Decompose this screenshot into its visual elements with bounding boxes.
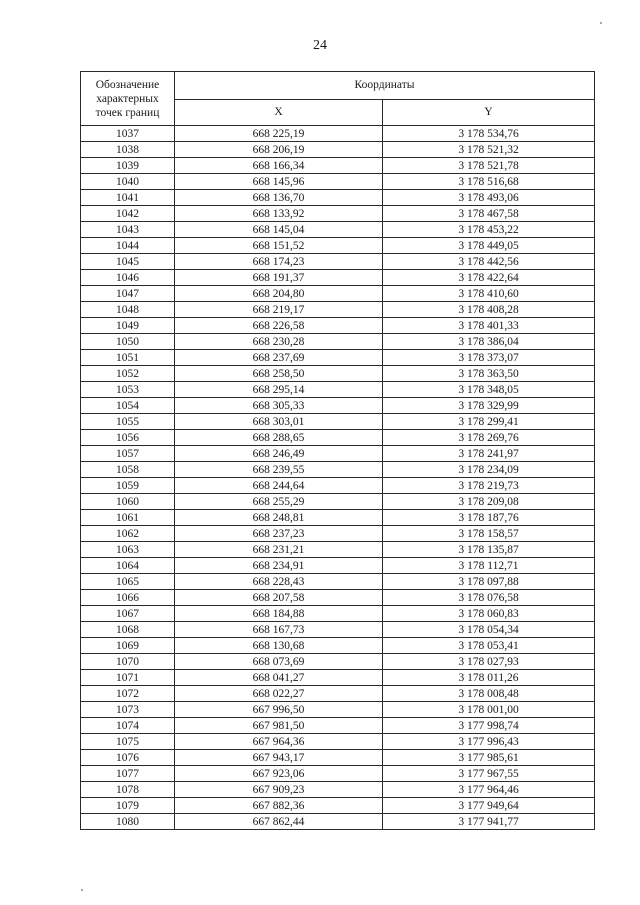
point-id-cell: 1064 xyxy=(81,558,175,574)
point-id-cell: 1046 xyxy=(81,270,175,286)
point-id-cell: 1056 xyxy=(81,430,175,446)
table-row xyxy=(81,494,595,510)
x-coordinate-cell: 668 184,88 xyxy=(175,606,383,622)
point-id-cell: 1037 xyxy=(81,126,175,142)
y-coordinate-cell: 3 178 241,97 xyxy=(383,446,595,462)
y-coordinate-cell: 3 178 410,60 xyxy=(383,286,595,302)
table-row xyxy=(81,350,595,366)
point-id-cell: 1063 xyxy=(81,542,175,558)
x-coordinate-cell: 668 248,81 xyxy=(175,510,383,526)
x-coordinate-cell: 668 303,01 xyxy=(175,414,383,430)
x-coordinate-cell: 668 225,19 xyxy=(175,126,383,142)
table-row xyxy=(81,254,595,270)
table-row xyxy=(81,814,595,830)
x-coordinate-cell: 668 174,23 xyxy=(175,254,383,270)
x-coordinate-cell: 668 295,14 xyxy=(175,382,383,398)
x-coordinate-cell: 668 246,49 xyxy=(175,446,383,462)
point-id-cell: 1074 xyxy=(81,718,175,734)
table-row xyxy=(81,718,595,734)
table-row xyxy=(81,526,595,542)
y-coordinate-cell: 3 177 941,77 xyxy=(383,814,595,830)
y-coordinate-cell: 3 178 135,87 xyxy=(383,542,595,558)
point-id-cell: 1075 xyxy=(81,734,175,750)
x-column-header: X xyxy=(175,99,383,126)
table-row xyxy=(81,798,595,814)
x-coordinate-cell: 668 191,37 xyxy=(175,270,383,286)
table-row xyxy=(81,142,595,158)
point-id-cell: 1073 xyxy=(81,702,175,718)
point-id-cell: 1071 xyxy=(81,670,175,686)
x-coordinate-cell: 667 943,17 xyxy=(175,750,383,766)
table-row xyxy=(81,670,595,686)
point-id-cell: 1060 xyxy=(81,494,175,510)
table-row xyxy=(81,606,595,622)
table-row xyxy=(81,510,595,526)
point-id-cell: 1053 xyxy=(81,382,175,398)
y-coordinate-cell: 3 178 011,26 xyxy=(383,670,595,686)
table-row xyxy=(81,430,595,446)
y-coordinate-cell: 3 178 158,57 xyxy=(383,526,595,542)
y-coordinate-cell: 3 178 299,41 xyxy=(383,414,595,430)
table-row xyxy=(81,558,595,574)
point-id-cell: 1041 xyxy=(81,190,175,206)
table-row xyxy=(81,654,595,670)
table-row xyxy=(81,478,595,494)
y-coordinate-cell: 3 178 422,64 xyxy=(383,270,595,286)
point-designation-header xyxy=(81,72,175,126)
table-row xyxy=(81,366,595,382)
x-coordinate-cell: 668 041,27 xyxy=(175,670,383,686)
y-coordinate-cell: 3 177 949,64 xyxy=(383,798,595,814)
point-id-cell: 1058 xyxy=(81,462,175,478)
table-row xyxy=(81,446,595,462)
x-coordinate-cell: 668 219,17 xyxy=(175,302,383,318)
x-coordinate-cell: 668 166,34 xyxy=(175,158,383,174)
x-coordinate-cell: 668 133,92 xyxy=(175,206,383,222)
table-row xyxy=(81,542,595,558)
y-coordinate-cell: 3 178 467,58 xyxy=(383,206,595,222)
y-coordinate-cell: 3 178 329,99 xyxy=(383,398,595,414)
table-row xyxy=(81,398,595,414)
coordinates-table xyxy=(80,71,595,830)
point-id-cell: 1048 xyxy=(81,302,175,318)
x-coordinate-cell: 668 305,33 xyxy=(175,398,383,414)
page-number: 24 xyxy=(313,38,327,53)
y-coordinate-cell: 3 178 053,41 xyxy=(383,638,595,654)
y-coordinate-cell: 3 178 521,32 xyxy=(383,142,595,158)
y-coordinate-cell: 3 178 521,78 xyxy=(383,158,595,174)
table-row xyxy=(81,574,595,590)
y-coordinate-cell: 3 178 234,09 xyxy=(383,462,595,478)
table-row xyxy=(81,286,595,302)
y-coordinate-cell: 3 178 112,71 xyxy=(383,558,595,574)
point-id-cell: 1050 xyxy=(81,334,175,350)
table-row xyxy=(81,174,595,190)
designation-line: Обозначение xyxy=(95,78,160,91)
table-row xyxy=(81,686,595,702)
table-row xyxy=(81,126,595,142)
point-id-cell: 1042 xyxy=(81,206,175,222)
x-coordinate-cell: 668 145,04 xyxy=(175,222,383,238)
x-coordinate-cell: 668 255,29 xyxy=(175,494,383,510)
point-id-cell: 1054 xyxy=(81,398,175,414)
x-coordinate-cell: 668 226,58 xyxy=(175,318,383,334)
table-row xyxy=(81,750,595,766)
x-coordinate-cell: 668 022,27 xyxy=(175,686,383,702)
point-id-cell: 1043 xyxy=(81,222,175,238)
table-row xyxy=(81,638,595,654)
table-row xyxy=(81,238,595,254)
table-row xyxy=(81,622,595,638)
x-coordinate-cell: 668 237,23 xyxy=(175,526,383,542)
x-coordinate-cell: 668 230,28 xyxy=(175,334,383,350)
x-coordinate-cell: 668 258,50 xyxy=(175,366,383,382)
x-coordinate-cell: 668 228,43 xyxy=(175,574,383,590)
y-coordinate-cell: 3 178 516,68 xyxy=(383,174,595,190)
designation-line: характерных xyxy=(96,92,159,105)
point-id-cell: 1052 xyxy=(81,366,175,382)
y-coordinate-cell: 3 178 269,76 xyxy=(383,430,595,446)
y-coordinate-cell: 3 178 209,08 xyxy=(383,494,595,510)
table-row xyxy=(81,190,595,206)
table-row xyxy=(81,206,595,222)
x-coordinate-cell: 668 239,55 xyxy=(175,462,383,478)
point-id-cell: 1039 xyxy=(81,158,175,174)
x-coordinate-cell: 668 204,80 xyxy=(175,286,383,302)
y-coordinate-cell: 3 178 219,73 xyxy=(383,478,595,494)
table-row xyxy=(81,590,595,606)
y-coordinate-cell: 3 178 453,22 xyxy=(383,222,595,238)
y-coordinate-cell: 3 178 408,28 xyxy=(383,302,595,318)
point-id-cell: 1051 xyxy=(81,350,175,366)
table-row xyxy=(81,334,595,350)
x-coordinate-cell: 668 234,91 xyxy=(175,558,383,574)
table-row xyxy=(81,734,595,750)
table-row xyxy=(81,318,595,334)
x-coordinate-cell: 668 151,52 xyxy=(175,238,383,254)
point-id-cell: 1065 xyxy=(81,574,175,590)
table-row xyxy=(81,302,595,318)
point-id-cell: 1044 xyxy=(81,238,175,254)
x-coordinate-cell: 667 862,44 xyxy=(175,814,383,830)
point-id-cell: 1069 xyxy=(81,638,175,654)
x-coordinate-cell: 667 996,50 xyxy=(175,702,383,718)
point-id-cell: 1077 xyxy=(81,766,175,782)
y-column-header: Y xyxy=(383,99,595,126)
x-coordinate-cell: 667 964,36 xyxy=(175,734,383,750)
point-id-cell: 1066 xyxy=(81,590,175,606)
y-coordinate-cell: 3 178 187,76 xyxy=(383,510,595,526)
point-id-cell: 1078 xyxy=(81,782,175,798)
x-coordinate-cell: 667 882,36 xyxy=(175,798,383,814)
point-id-cell: 1076 xyxy=(81,750,175,766)
y-coordinate-cell: 3 178 001,00 xyxy=(383,702,595,718)
y-coordinate-cell: 3 178 060,83 xyxy=(383,606,595,622)
table-body xyxy=(81,126,595,830)
point-id-cell: 1040 xyxy=(81,174,175,190)
x-coordinate-cell: 668 207,58 xyxy=(175,590,383,606)
point-id-cell: 1067 xyxy=(81,606,175,622)
table-row xyxy=(81,158,595,174)
table-row xyxy=(81,702,595,718)
point-id-cell: 1057 xyxy=(81,446,175,462)
point-id-cell: 1038 xyxy=(81,142,175,158)
point-id-cell: 1049 xyxy=(81,318,175,334)
y-coordinate-cell: 3 178 348,05 xyxy=(383,382,595,398)
x-coordinate-cell: 668 237,69 xyxy=(175,350,383,366)
point-id-cell: 1047 xyxy=(81,286,175,302)
point-id-cell: 1070 xyxy=(81,654,175,670)
y-coordinate-cell: 3 178 442,56 xyxy=(383,254,595,270)
x-coordinate-cell: 668 145,96 xyxy=(175,174,383,190)
y-coordinate-cell: 3 178 027,93 xyxy=(383,654,595,670)
table-row xyxy=(81,414,595,430)
x-coordinate-cell: 667 981,50 xyxy=(175,718,383,734)
y-coordinate-cell: 3 178 363,50 xyxy=(383,366,595,382)
x-coordinate-cell: 667 923,06 xyxy=(175,766,383,782)
coordinates-header: Координаты xyxy=(175,72,595,100)
y-coordinate-cell: 3 177 985,61 xyxy=(383,750,595,766)
x-coordinate-cell: 668 167,73 xyxy=(175,622,383,638)
y-coordinate-cell: 3 178 054,34 xyxy=(383,622,595,638)
table-row xyxy=(81,782,595,798)
x-coordinate-cell: 667 909,23 xyxy=(175,782,383,798)
y-coordinate-cell: 3 177 967,55 xyxy=(383,766,595,782)
point-id-cell: 1059 xyxy=(81,478,175,494)
point-id-cell: 1062 xyxy=(81,526,175,542)
table-row xyxy=(81,222,595,238)
y-coordinate-cell: 3 178 449,05 xyxy=(383,238,595,254)
scan-speck xyxy=(600,22,602,24)
table-row xyxy=(81,270,595,286)
y-coordinate-cell: 3 178 401,33 xyxy=(383,318,595,334)
y-coordinate-cell: 3 178 008,48 xyxy=(383,686,595,702)
point-id-cell: 1045 xyxy=(81,254,175,270)
table-row xyxy=(81,766,595,782)
x-coordinate-cell: 668 073,69 xyxy=(175,654,383,670)
y-coordinate-cell: 3 178 076,58 xyxy=(383,590,595,606)
point-id-cell: 1068 xyxy=(81,622,175,638)
point-id-cell: 1055 xyxy=(81,414,175,430)
point-id-cell: 1072 xyxy=(81,686,175,702)
x-coordinate-cell: 668 244,64 xyxy=(175,478,383,494)
point-id-cell: 1079 xyxy=(81,798,175,814)
y-coordinate-cell: 3 177 964,46 xyxy=(383,782,595,798)
designation-line: точек границ xyxy=(95,106,160,119)
scan-speck xyxy=(81,889,83,891)
x-coordinate-cell: 668 206,19 xyxy=(175,142,383,158)
table-row xyxy=(81,382,595,398)
point-id-cell: 1080 xyxy=(81,814,175,830)
x-coordinate-cell: 668 288,65 xyxy=(175,430,383,446)
y-coordinate-cell: 3 178 097,88 xyxy=(383,574,595,590)
x-coordinate-cell: 668 130,68 xyxy=(175,638,383,654)
y-coordinate-cell: 3 178 534,76 xyxy=(383,126,595,142)
table-row xyxy=(81,462,595,478)
y-coordinate-cell: 3 177 996,43 xyxy=(383,734,595,750)
y-coordinate-cell: 3 177 998,74 xyxy=(383,718,595,734)
y-coordinate-cell: 3 178 386,04 xyxy=(383,334,595,350)
y-coordinate-cell: 3 178 373,07 xyxy=(383,350,595,366)
point-id-cell: 1061 xyxy=(81,510,175,526)
x-coordinate-cell: 668 231,21 xyxy=(175,542,383,558)
y-coordinate-cell: 3 178 493,06 xyxy=(383,190,595,206)
x-coordinate-cell: 668 136,70 xyxy=(175,190,383,206)
